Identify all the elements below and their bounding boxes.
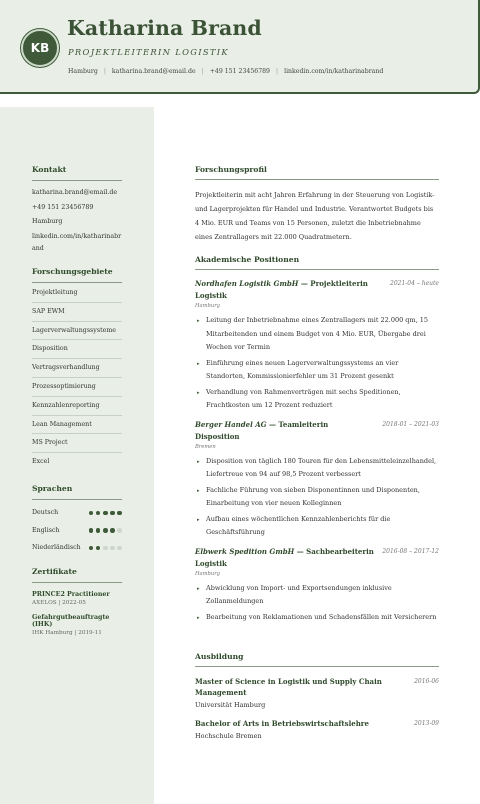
education-school: Universität Hamburg [195, 701, 266, 709]
skill-item: Disposition [32, 340, 122, 359]
level-dot-filled [96, 546, 101, 551]
bullet-text: Aufbau eines wöchentlichen Kennzahlenberichts für die Geschäftsführung [206, 514, 391, 536]
job-bullet [195, 314, 439, 355]
job-title [195, 546, 375, 570]
skill-item: Vertragsverhandlung [32, 359, 122, 378]
job-title [195, 419, 375, 443]
job-date: 2016-08 – 2017-12 [382, 547, 439, 555]
job-bullet [195, 611, 439, 625]
bullet-triangle-icon: ▸ [197, 360, 200, 367]
education-item [195, 718, 439, 740]
level-dot-empty [117, 528, 122, 533]
job-role-title: — Projektleiterin Logistik [195, 279, 368, 300]
language-level-dots [89, 546, 122, 551]
section-heading-positions: Akademische Positionen [195, 255, 439, 270]
certificate-issuer: IHK Hamburg | 2019-11 [32, 630, 102, 636]
level-dot-filled [103, 511, 108, 516]
contact-section [32, 165, 122, 255]
bullet-text: Einführung eines neuen Lagerverwaltungssystems an vier Standorten, Kommissionierfehler um 31 Prozent gesenkt [206, 358, 399, 380]
job-bullet [195, 455, 439, 482]
language-item [32, 539, 122, 557]
skill-item: Lagerverwaltungssysteme [32, 322, 122, 341]
bullet-text: Bearbeitung von Reklamationen und Schadensfällen mit Versicherern [206, 612, 437, 621]
job-bullet [195, 582, 439, 609]
level-dot-filled [117, 511, 122, 516]
job-location: Hamburg [195, 570, 220, 577]
positions-section [195, 255, 439, 626]
education-item [195, 676, 439, 709]
bullet-triangle-icon: ▸ [197, 487, 200, 494]
bullet-text: Verhandlung von Rahmenverträgen mit sechs Speditionen, Frachtkosten um 12 Prozent reduziert [206, 387, 401, 409]
bullet-triangle-icon: ▸ [197, 389, 200, 396]
sidebar-phone[interactable]: +49 151 23456789 [32, 203, 94, 211]
certificate-item [32, 614, 122, 636]
job-bullet [195, 357, 439, 384]
job-role-title: — Sachbearbeiterin Logistik [195, 546, 374, 568]
language-name: Englisch [32, 526, 60, 534]
language-item [32, 504, 122, 522]
education-school: Hochschule Bremen [195, 732, 262, 740]
job-entry [195, 278, 439, 413]
contact-phone[interactable]: +49 151 23456789 [209, 68, 270, 75]
skill-item: Prozessoptimierung [32, 378, 122, 397]
skill-item: MS Project [32, 434, 122, 453]
level-dot-empty [117, 546, 122, 551]
language-name: Deutsch [32, 509, 59, 517]
bullet-text: Disposition von täglich 180 Touren für den Lebensmitteleinzelhandel, Liefertreue von 94 auf 98,5 Prozent verbessert [206, 456, 437, 478]
bullet-triangle-icon: ▸ [197, 516, 200, 523]
level-dot-filled [110, 528, 115, 533]
certificate-item [32, 591, 122, 606]
section-heading-profile: Forschungsprofil [195, 165, 439, 180]
level-dot-filled [89, 546, 94, 551]
sidebar [0, 107, 154, 804]
language-level-dots [89, 528, 122, 533]
job-company: Berger Handel AG [195, 419, 267, 429]
profile-text: Projektleiterin mit acht Jahren Erfahrung in der Steuerung von Logistik- und Lagerprojekten für Handel und Industrie. Verantwortet Budgets bis 4 Mio. EUR und Teams von 15 Personen, zuletzt die Inbetriebnahme eines Zentrallagers mit 22.000 Quadratmetern. [195, 191, 435, 241]
certificate-issuer: AXELOS | 2022-05 [32, 600, 86, 606]
level-dot-empty [110, 546, 115, 551]
languages-section [32, 484, 122, 557]
bullet-text: Fachliche Führung von sieben Disponentinnen und Disponenten, Einarbeitung von vier neuen Kolleginnen [206, 485, 420, 507]
skills-section [32, 267, 122, 471]
job-location: Bremen [195, 443, 216, 450]
skill-item: SAP EWM [32, 303, 122, 322]
job-location: Hamburg [195, 303, 220, 309]
contact-email[interactable]: katharina.brand@email.de [111, 68, 196, 75]
level-dot-filled [96, 528, 101, 533]
certificates-section [32, 567, 122, 636]
person-name: Katharina Brand [67, 16, 262, 40]
job-bullet [195, 484, 439, 511]
sidebar-city: Hamburg [32, 218, 63, 225]
bullet-triangle-icon: ▸ [197, 614, 200, 621]
education-degree: Bachelor of Arts in Betriebswirtschaftslehre [195, 719, 369, 728]
job-title [195, 278, 375, 302]
separator: | [276, 68, 279, 75]
separator: | [103, 68, 106, 75]
bullet-text: Abwicklung von Import- und Exportsendungen inklusive Zollanmeldungen [206, 583, 392, 605]
skill-item: Kennzahlenreporting [32, 397, 122, 416]
job-bullet [195, 386, 439, 413]
language-name: Niederländisch [32, 544, 81, 552]
job-company: Elbwerk Spedition GmbH [195, 546, 295, 556]
level-dot-filled [96, 511, 101, 516]
contact-city: Hamburg [68, 68, 98, 75]
section-heading-contact: Kontakt [32, 165, 122, 181]
level-dot-empty [103, 546, 108, 551]
section-heading-languages: Sprachen [32, 484, 122, 500]
avatar: KB [21, 29, 59, 67]
education-degree: Master of Science in Logistik und Supply Chain Management [195, 677, 382, 697]
level-dot-filled [103, 528, 108, 533]
certificate-title: Gefahrgutbeauftragte (IHK) [32, 614, 110, 628]
bullet-triangle-icon: ▸ [197, 585, 200, 592]
level-dot-filled [89, 511, 94, 516]
job-company: Nordhafen Logistik GmbH [195, 279, 299, 288]
bullet-text: Leitung der Inbetriebnahme eines Zentrallagers mit 22.000 qm, 15 Mitarbeitenden und einem Budget von 4 Mio. EUR, Übergabe drei Wochen vor Termin [206, 316, 429, 351]
resume-header [0, 0, 480, 94]
language-level-dots [89, 511, 122, 516]
section-heading-skills: Forschungsgebiete [32, 267, 122, 283]
sidebar-email[interactable]: katharina.brand@email.de [32, 189, 118, 196]
level-dot-filled [110, 511, 115, 516]
contact-linkedin[interactable]: linkedin.com/in/katharinabrand [284, 68, 384, 75]
job-entry [195, 546, 439, 625]
sidebar-linkedin[interactable]: linkedin.com/in/katharinabrand [32, 232, 122, 252]
contact-line [68, 68, 383, 75]
education-date: 2013-09 [414, 720, 439, 727]
job-role-title: — Teamleiterin Disposition [195, 419, 329, 441]
skill-item: Excel [32, 458, 50, 466]
job-entry [195, 419, 439, 540]
section-heading-certificates: Zertifikate [32, 567, 122, 583]
level-dot-filled [89, 528, 94, 533]
separator: | [201, 68, 204, 75]
skill-item: Lean Management [32, 416, 122, 435]
profile-section [195, 165, 439, 244]
skill-item: Projektleitung [32, 284, 122, 303]
bullet-triangle-icon: ▸ [197, 458, 200, 465]
bullet-triangle-icon: ▸ [197, 318, 200, 324]
education-section [195, 652, 439, 740]
certificate-title: PRINCE2 Practitioner [32, 591, 110, 598]
job-bullet [195, 513, 439, 540]
job-date: 2018-01 – 2021-03 [382, 420, 439, 428]
job-date: 2021-04 – heute [390, 280, 439, 287]
language-item [32, 522, 122, 540]
section-heading-education: Ausbildung [195, 652, 439, 667]
job-role: PROJEKTLEITERIN LOGISTIK [68, 47, 229, 57]
education-date: 2016-06 [414, 678, 439, 685]
